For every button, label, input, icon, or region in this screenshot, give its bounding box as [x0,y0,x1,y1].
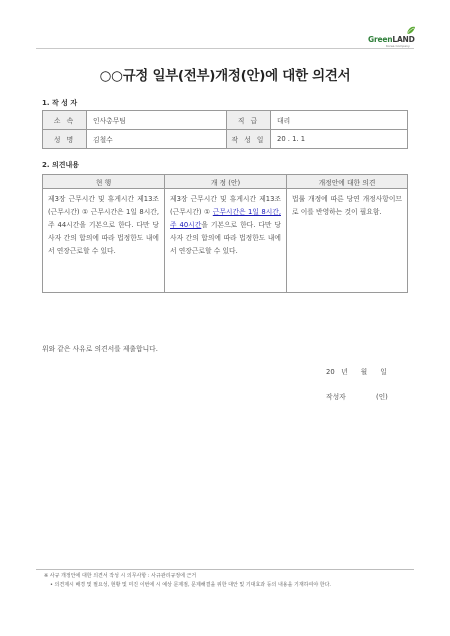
leaf-icon [406,26,416,35]
document-title: ○○규정 일부(전부)개정(안)에 대한 의견서 [99,68,351,84]
current-column-header: 현 행 [43,175,165,189]
company-logo [366,26,432,48]
footnote-body: • 의견제시 배경 및 필요성, 현황 및 미진 이번에 시 예상 문제점, 문제해결을 위한 대안 및 기대효과 등의 내용을 기재하여야 한다. [50,582,332,588]
author-table [42,110,408,149]
revised-column-header: 개 정 (안) [165,175,287,189]
name-value[interactable]: 김철수 [87,130,227,149]
position-label: 직 급 [227,111,271,130]
submission-date[interactable]: 20 년 월 일 [326,368,387,376]
footer-divider [36,569,414,570]
closing-statement: 위와 같은 사유로 의견서를 제출합니다. [42,345,158,353]
revised-text-cell[interactable]: 제3장 근무시간 및 휴게시간 제13조(근무시간) ① 근무시간은 1일 8시간, 주 40시간을 기본으로 한다. 다만 당사자 간의 합의에 따라 법정한도 내에서 연장근로할 수 있다. [165,189,287,293]
position-value[interactable]: 대리 [271,111,408,130]
opinion-column-header: 개정안에 대한 의견 [287,175,408,189]
current-text-cell[interactable]: 제3장 근무시간 및 휴게시간 제13조(근무시간) ① 근무시간은 1일 8시간, 주 44시간을 기본으로 한다. 다만 당사자 간의 합의에 따라 법정한도 내에서 연장근로할 수 있다. [43,189,165,293]
dept-value[interactable]: 인사총무팀 [87,111,227,130]
logo-subtitle: Korea Company [386,44,410,48]
opinion-text-cell[interactable]: 법률 개정에 따른 당연 개정사항이므로 이를 반영하는 것이 필요함. [287,189,408,293]
footnote-title: ※ 사규 개정안에 대한 의견서 작성 시 의무사항 : 사규관리규정에 근거 [44,573,197,579]
date-label: 작 성 일 [227,130,271,149]
opinion-table [42,174,408,293]
name-label: 성 명 [43,130,87,149]
header-divider [36,48,414,49]
section-opinion-heading: 2. 의견내용 [42,161,80,169]
date-value[interactable]: 20 . 1. 1 [271,130,408,149]
section-author-heading: 1. 작 성 자 [42,99,78,107]
signer-line[interactable]: 작성자 (인) [326,393,388,401]
dept-label: 소 속 [43,111,87,130]
logo-wordmark: GreenLAND [368,35,415,44]
revised-highlight: 근무시간은 1일 8시간, 주 40시간 [170,208,281,229]
